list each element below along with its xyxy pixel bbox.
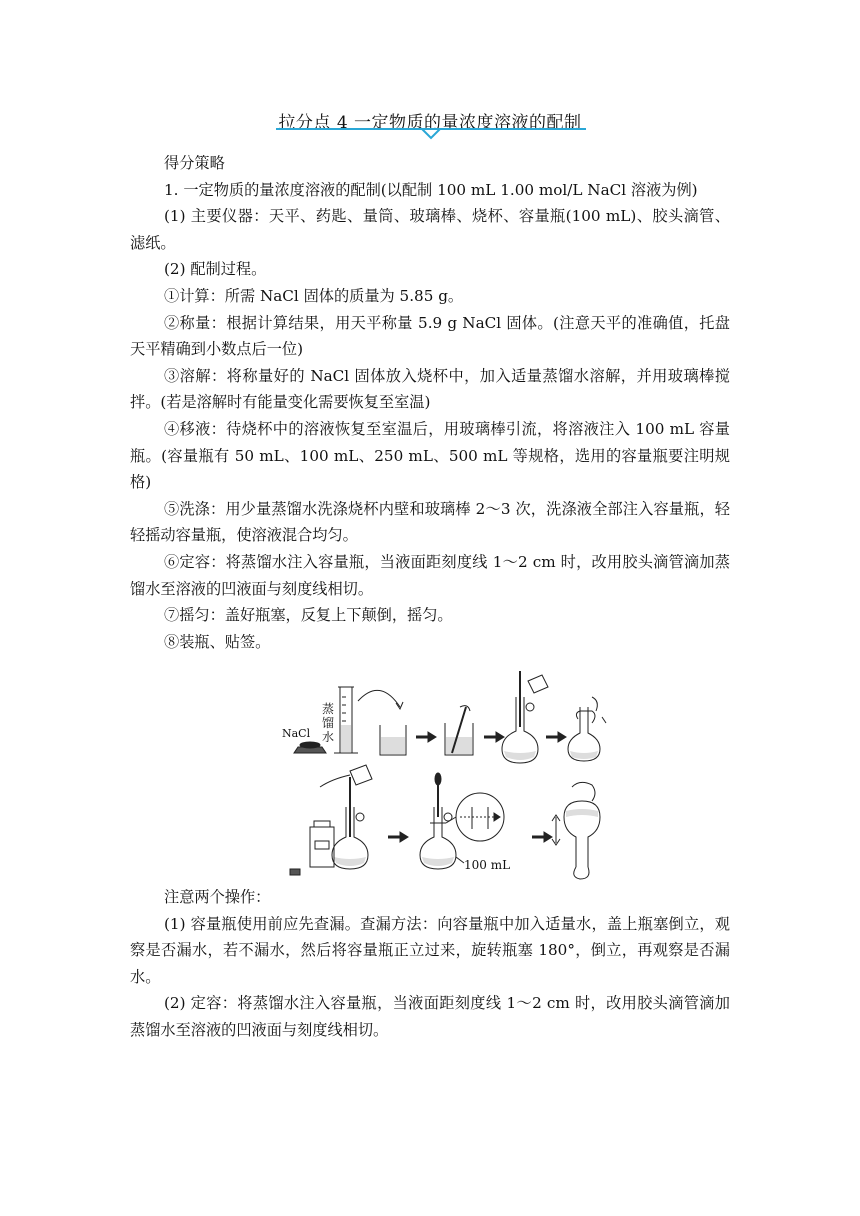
main-content bbox=[130, 150, 730, 655]
section-heading: 得分策略 bbox=[164, 154, 225, 172]
stopper-illustration bbox=[290, 869, 300, 875]
title-underline bbox=[276, 127, 586, 141]
flow-arrowhead-1 bbox=[428, 732, 436, 742]
step-wash: ⑤洗涤：用少量蒸馏水洗涤烧杯内壁和玻璃棒 2～3 次，洗涤液全部注入容量瓶，轻轻摇动容量瓶，使溶液混合均匀。 bbox=[130, 499, 730, 545]
notes-heading: 注意两个操作： bbox=[164, 888, 271, 906]
flow-arrowhead-4 bbox=[400, 832, 408, 842]
step-make-up-volume: ⑥定容：将蒸馏水注入容量瓶，当液面距刻度线 1～2 cm 时，改用胶头滴管滴加蒸馏水至溶液的凹液面与刻度线相切。 bbox=[130, 552, 730, 598]
note-make-up-volume: (2) 定容：将蒸馏水注入容量瓶，当液面距刻度线 1～2 cm 时，改用胶头滴管滴加蒸馏水至溶液的凹液面与刻度线相切。 bbox=[130, 994, 730, 1039]
step-transfer: ④移液：待烧杯中的溶液恢复至室温后，用玻璃棒引流，将溶液注入 100 mL 容量瓶。(容量瓶有 50 mL、100 mL、250 mL、500 mL 等规格，选用的容量瓶要注明规格) bbox=[130, 419, 730, 492]
reagent-bottle-illustration bbox=[310, 821, 334, 867]
note-leak-check: (1) 容量瓶使用前应先查漏。查漏方法：向容量瓶中加入适量水，盖上瓶塞倒立，观察是否漏水，若不漏水，然后将容量瓶正立过来，旋转瓶塞 180°，倒立，再观察是否漏水。 bbox=[130, 914, 730, 986]
page-title: 拉分点 4 一定物质的量浓度溶液的配制 bbox=[278, 113, 582, 133]
invert-flask-illustration bbox=[552, 782, 600, 879]
pour-arrow bbox=[358, 690, 400, 707]
transfer-flask-illustration bbox=[502, 671, 548, 763]
process-heading: (2) 配制过程。 bbox=[164, 260, 267, 279]
step-shake: ⑦摇匀：盖好瓶塞，反复上下颠倒，摇匀。 bbox=[164, 606, 453, 625]
beaker-illustration bbox=[380, 725, 406, 755]
water-label-char-1: 蒸 bbox=[322, 702, 335, 716]
dropper-flask-illustration bbox=[420, 773, 456, 869]
procedure-illustration bbox=[280, 667, 610, 883]
step-bottle-label: ⑧装瓶、贴签。 bbox=[164, 632, 271, 651]
wash-bottle-pour-illustration bbox=[320, 765, 372, 869]
graduated-cylinder-illustration bbox=[334, 687, 358, 753]
notes-section bbox=[130, 884, 730, 1044]
magnifier-illustration bbox=[446, 793, 504, 841]
flask-volume-label: 100 mL bbox=[464, 858, 511, 872]
flow-arrowhead-2 bbox=[496, 732, 504, 742]
procedure-figure bbox=[280, 667, 610, 883]
flow-arrowhead-5 bbox=[544, 832, 552, 842]
flow-arrowhead-3 bbox=[558, 732, 566, 742]
nacl-label: NaCl bbox=[282, 727, 311, 740]
section-1-title: 1. 一定物质的量浓度溶液的配制(以配制 100 mL 1.00 mol/L NaCl 溶液为例) bbox=[164, 180, 698, 199]
water-label-char-2: 馏 bbox=[322, 716, 335, 730]
step-weigh: ②称量：根据计算结果，用天平称量 5.9 g NaCl 固体。(注意天平的准确值，托盘天平精确到小数点后一位) bbox=[130, 313, 730, 359]
flask-label-leader bbox=[456, 857, 464, 863]
stirring-beaker-illustration bbox=[445, 706, 473, 755]
instruments-paragraph: (1) 主要仪器：天平、药匙、量筒、玻璃棒、烧杯、容量瓶(100 mL)、胶头滴管、滤纸。 bbox=[130, 207, 730, 252]
water-label-char-3: 水 bbox=[322, 730, 335, 744]
step-calculate: ①计算：所需 NaCl 固体的质量为 5.85 g。 bbox=[164, 286, 464, 305]
swirl-flask-illustration bbox=[568, 697, 606, 761]
step-dissolve: ③溶解：将称量好的 NaCl 固体放入烧杯中，加入适量蒸馏水溶解，并用玻璃棒搅拌。(若是溶解时有能量变化需要恢复至室温) bbox=[130, 366, 730, 412]
